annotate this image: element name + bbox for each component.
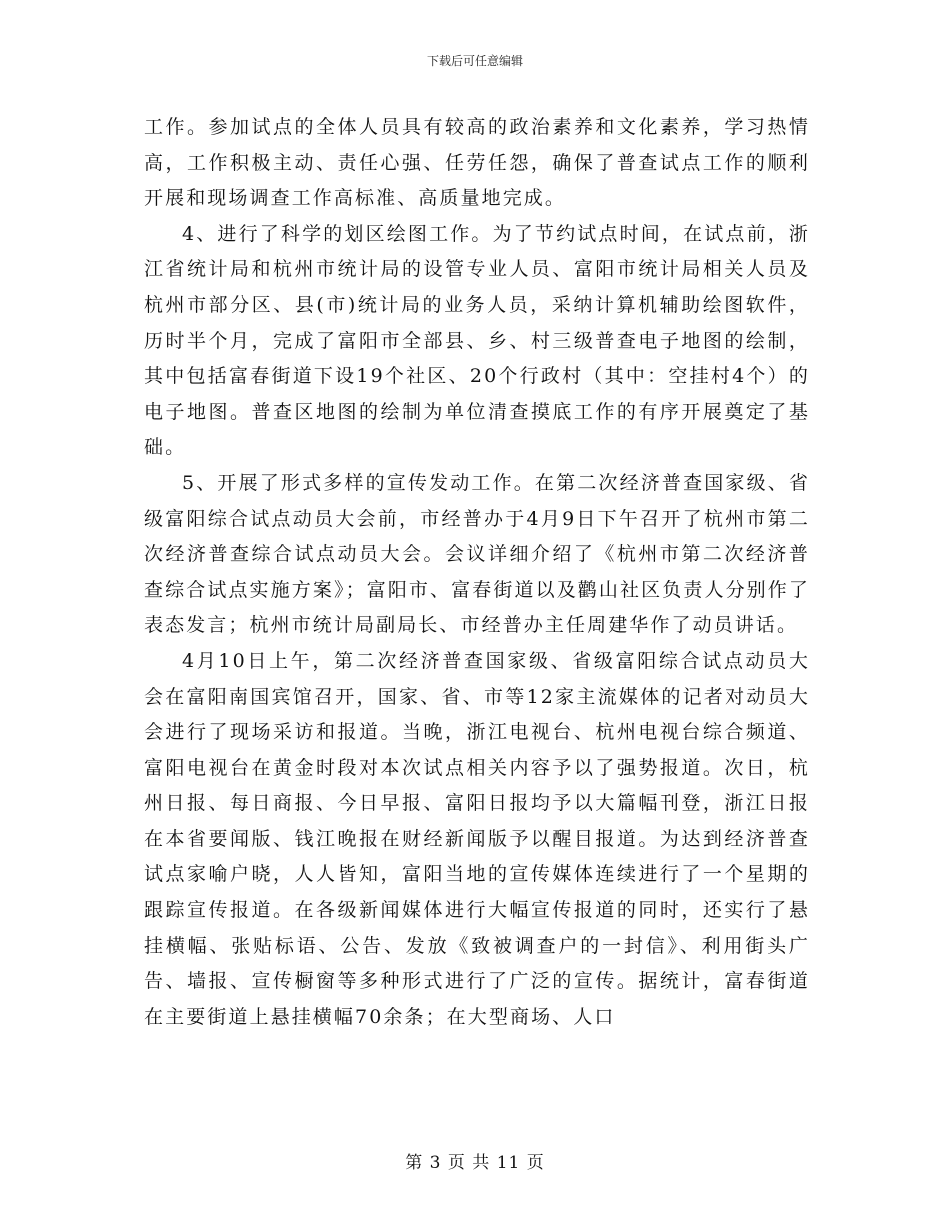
page-header-note: 下载后可任意编辑 bbox=[426, 54, 523, 68]
page-number-footer: 第 3 页 共 11 页 bbox=[405, 1153, 545, 1173]
paragraph-publicity-work: 5、开展了形式多样的宣传发动工作。在第二次经济普查国家级、省级富阳综合试点动员大会前，市经普办于4月9日下午召开了杭州市第二次经济普查综合试点动员大会。会议详细介绍了《杭州市第二次经济普查综合试点实施方案》；富阳市、富春街道以及鹳山社区负责人分别作了表态发言；杭州市统计局副局长、市经普办主任周建华作了动员讲话。 bbox=[144, 471, 810, 637]
paragraph-mapping-work: 4、进行了科学的划区绘图工作。为了节约试点时间，在试点前，浙江省统计局和杭州市统计局的设管专业人员、富阳市统计局相关人员及杭州市部分区、县(市)统计局的业务人员，采纳计算机辅助绘图软件，历时半个月，完成了富阳市全部县、乡、村三级普查电子地图的绘制，其中包括富春街道下设19个社区、20个行政村（其中：空挂村4个）的电子地图。普查区地图的绘制为单位清查摸底工作的有序开展奠定了基础。 bbox=[144, 222, 810, 459]
document-body bbox=[144, 110, 810, 1035]
paragraph-continuation: 工作。参加试点的全体人员具有较高的政治素养和文化素养，学习热情高，工作积极主动、责任心强、任劳任怨，确保了普查试点工作的顺利开展和现场调查工作高标准、高质量地完成。 bbox=[144, 116, 810, 210]
paragraph-mobilization-meeting: 4月10日上午，第二次经济普查国家级、省级富阳综合试点动员大会在富阳南国宾馆召开，国家、省、市等12家主流媒体的记者对动员大会进行了现场采访和报道。当晚，浙江电视台、杭州电视台综合频道、富阳电视台在黄金时段对本次试点相关内容予以了强势报道。次日，杭州日报、每日商报、今日早报、富阳日报均予以大篇幅刊登，浙江日报在本省要闻版、钱江晚报在财经新闻版予以醒目报道。为达到经济普查试点家喻户晓，人人皆知，富阳当地的宣传媒体连续进行了一个星期的跟踪宣传报道。在各级新闻媒体进行大幅宣传报道的同时，还实行了悬挂横幅、张贴标语、公告、发放《致被调查户的一封信》、利用街头广告、墙报、宣传橱窗等多种形式进行了广泛的宣传。据统计，富春街道在主要街道上悬挂横幅70余条；在大型商场、人口 bbox=[144, 649, 810, 1028]
